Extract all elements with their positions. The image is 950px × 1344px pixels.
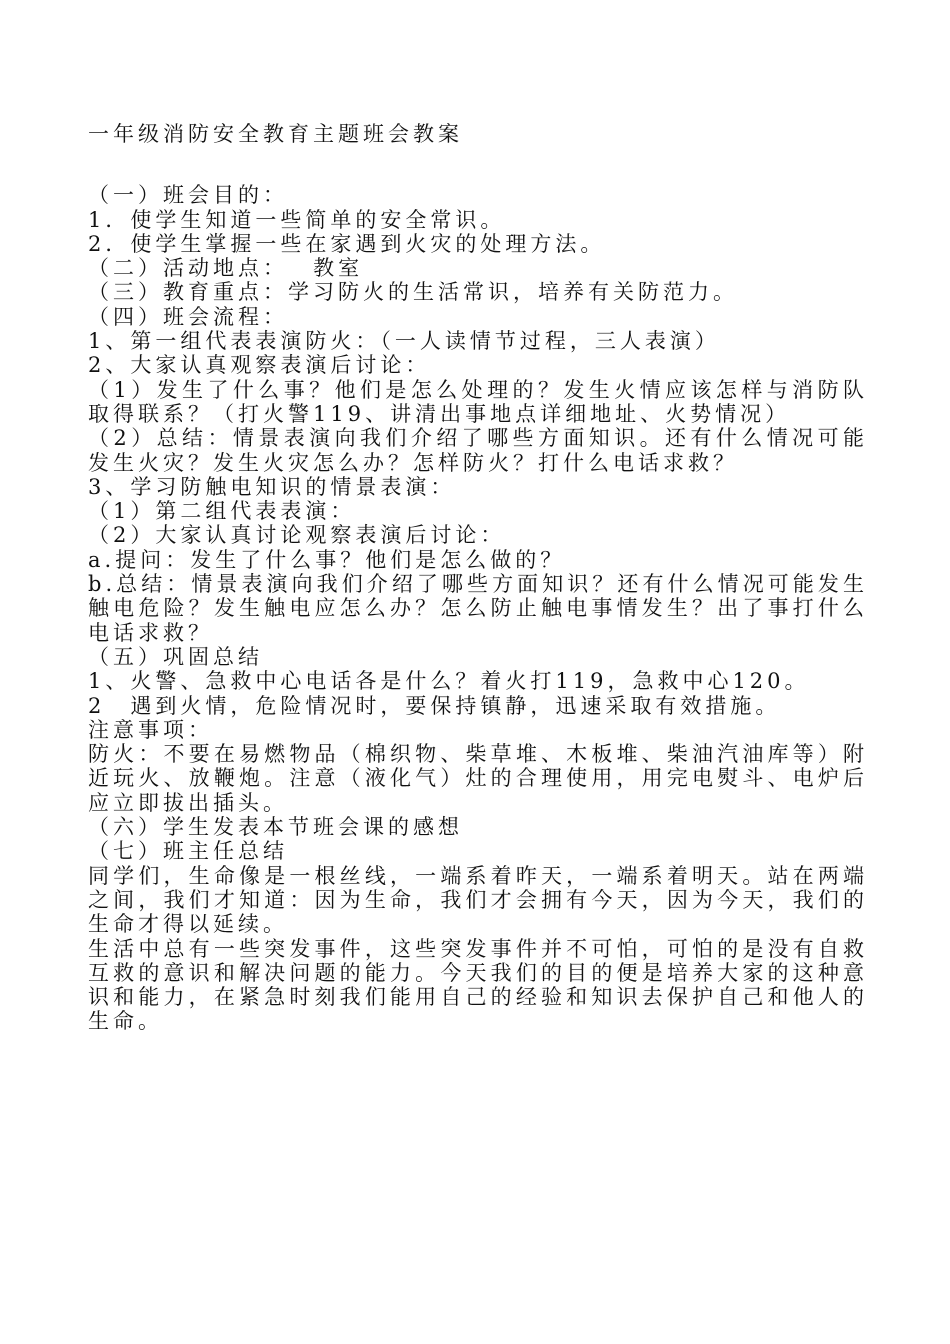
paragraph: 防火：不要在易燃物品（棉织物、柴草堆、木板堆、柴油汽油库等）附近玩火、放鞭炮。注意（液化气）灶的合理使用，用完电熨斗、电炉后应立即拔出插头。 [88, 742, 868, 815]
paragraph: （二）活动地点： 教室 [88, 256, 364, 281]
paragraph: （三）教育重点：学习防火的生活常识，培养有关防范力。 [88, 280, 738, 305]
paragraph: （2）大家认真讨论观察表演后讨论： [88, 523, 506, 548]
paragraph: 注意事项： [88, 717, 213, 742]
document-body [88, 122, 868, 1034]
paragraph: 1、第一组代表表演防火：（一人读情节过程，三人表演） [88, 329, 720, 354]
paragraph: （2）总结：情景表演向我们介绍了哪些方面知识。还有什么情况可能发生火灾？发生火灾怎么办？怎样防火？打什么电话求救？ [88, 426, 868, 475]
paragraph: （1）第二组代表表演： [88, 499, 356, 524]
document-title: 一年级消防安全教育主题班会教案 [88, 122, 463, 146]
paragraph: a.提问：发生了什么事？他们是怎么做的？ [88, 547, 566, 572]
paragraph: 2．使学生掌握一些在家遇到火灾的处理方法。 [88, 231, 606, 256]
paragraph: （四）班会流程： [88, 304, 288, 329]
paragraph: （七）班主任总结 [88, 839, 288, 864]
paragraph: 1、火警、急救中心电话各是什么？着火打119，急救中心120。 [88, 669, 810, 694]
paragraph: b.总结：情景表演向我们介绍了哪些方面知识？还有什么情况可能发生触电危险？发生触电应怎么办？怎么防止触电事情发生？出了事打什么电话求救？ [88, 572, 868, 645]
paragraph: （六）学生发表本节班会课的感想 [88, 815, 463, 840]
paragraph: （1）发生了什么事？他们是怎么处理的？发生火情应该怎样与消防队取得联系？（打火警119、讲清出事地点详细地址、火势情况） [88, 377, 868, 426]
paragraph: （五）巩固总结 [88, 644, 263, 669]
paragraph: 同学们，生命像是一根丝线，一端系着昨天，一端系着明天。站在两端之间，我们才知道：因为生命，我们才会拥有今天，因为今天，我们的生命才得以延续。 [88, 863, 868, 937]
paragraph: 2、大家认真观察表演后讨论： [88, 353, 431, 378]
paragraph: 2 遇到火情，危险情况时，要保持镇静，迅速采取有效措施。 [88, 693, 781, 718]
paragraph: 生活中总有一些突发事件，这些突发事件并不可怕，可怕的是没有自救互救的意识和解决问题的能力。今天我们的目的便是培养大家的这种意识和能力，在紧急时刻我们能用自己的经验和知识去保护自己和他人的生命。 [88, 936, 868, 1034]
paragraph: 1．使学生知道一些简单的安全常识。 [88, 207, 506, 232]
paragraph: （一）班会目的： [88, 183, 288, 208]
paragraph: 3、学习防触电知识的情景表演： [88, 474, 456, 499]
